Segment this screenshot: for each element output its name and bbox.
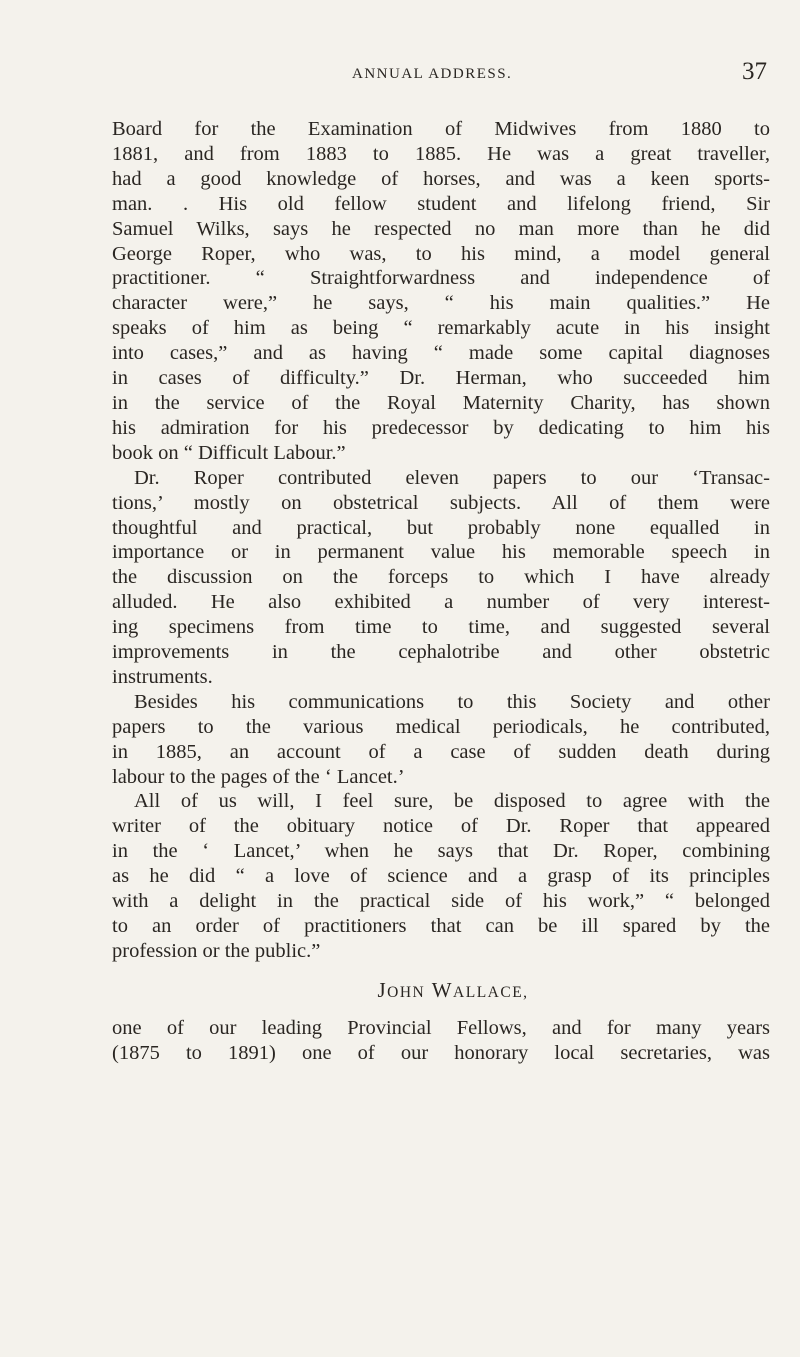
text-line: with a delight in the practical side of his work,” “ belonged: [112, 890, 770, 913]
page-number: 37: [742, 58, 767, 85]
text-line: in the ‘ Lancet,’ when he says that Dr. Roper, combining: [112, 840, 770, 863]
text-line: alluded. He also exhibited a number of very interest-: [112, 591, 770, 614]
text-line: the discussion on the forceps to which I have already: [112, 566, 770, 589]
paragraph: [112, 466, 770, 690]
paragraph: [112, 690, 770, 790]
text-line: writer of the obituary notice of Dr. Roper that appeared: [112, 815, 770, 838]
text-line: to an order of practitioners that can be ill spared by the: [112, 915, 770, 937]
text-line: Dr. Roper contributed eleven papers to our ‘Transac-: [134, 466, 770, 489]
heading-initial: W: [431, 977, 454, 1002]
paragraph: [112, 789, 770, 963]
text-line: man. . His old fellow student and lifelong friend, Sir: [112, 192, 770, 215]
text-line: profession or the public.”: [112, 939, 321, 962]
text-line: George Roper, who was, to his mind, a model general: [112, 242, 770, 265]
text-line: Besides his communications to this Society and other: [134, 690, 770, 713]
text-line: practitioner. “ Straightforwardness and independence of: [112, 267, 770, 290]
text-line: papers to the various medical periodicals, he contributed,: [112, 715, 770, 738]
text-line: into cases,” and as having “ made some capital diagnoses: [112, 342, 770, 365]
text-line: Board for the Examination of Midwives from 1880 to: [112, 118, 770, 140]
heading-initial: J: [377, 977, 388, 1002]
text-line: 1881, and from 1883 to 1885. He was a great traveller,: [112, 142, 770, 165]
text-line: in 1885, an account of a case of sudden death during: [112, 740, 770, 763]
text-line: Samuel Wilks, says he respected no man more than he did: [112, 217, 770, 240]
text-line: book on “ Difficult Labour.”: [112, 441, 346, 464]
text-line: All of us will, I feel sure, be disposed to agree with the: [134, 790, 770, 813]
text-line: speaks of him as being “ remarkably acute in his insight: [112, 317, 770, 340]
paragraph: [112, 117, 770, 466]
text-line: thoughtful and practical, but probably none equalled in: [112, 516, 770, 539]
heading-small-caps: OHN: [387, 983, 426, 1001]
text-line: his admiration for his predecessor by dedicating to him his: [112, 416, 770, 439]
text-line: ing specimens from time to time, and suggested several: [112, 616, 770, 639]
text-line: in the service of the Royal Maternity Charity, has shown: [112, 391, 770, 414]
text-line: instruments.: [112, 665, 213, 688]
running-header: [0, 58, 800, 96]
running-title: ANNUAL ADDRESS.: [352, 66, 513, 82]
body-text: [112, 117, 770, 1066]
paragraph: [112, 1016, 770, 1066]
text-line: one of our leading Provincial Fellows, and for many years: [112, 1016, 770, 1039]
text-line: labour to the pages of the ‘ Lancet.’: [112, 765, 405, 788]
text-line: in cases of difficulty.” Dr. Herman, who succeeded him: [112, 367, 770, 390]
text-line: tions,’ mostly on obstetrical subjects. All of them were: [112, 491, 770, 514]
text-line: character were,” he says, “ his main qualities.” He: [112, 292, 770, 315]
section-heading: [112, 978, 770, 1006]
text-line: as he did “ a love of science and a grasp of its principles: [112, 865, 770, 888]
text-line: had a good knowledge of horses, and was a keen sports-: [112, 167, 770, 190]
text-line: (1875 to 1891) one of our honorary local secretaries, was: [112, 1041, 770, 1064]
heading-small-caps: ALLACE,: [453, 983, 529, 1001]
text-line: improvements in the cephalotribe and other obstetric: [112, 641, 770, 664]
text-line: importance or in permanent value his memorable speech in: [112, 541, 770, 564]
